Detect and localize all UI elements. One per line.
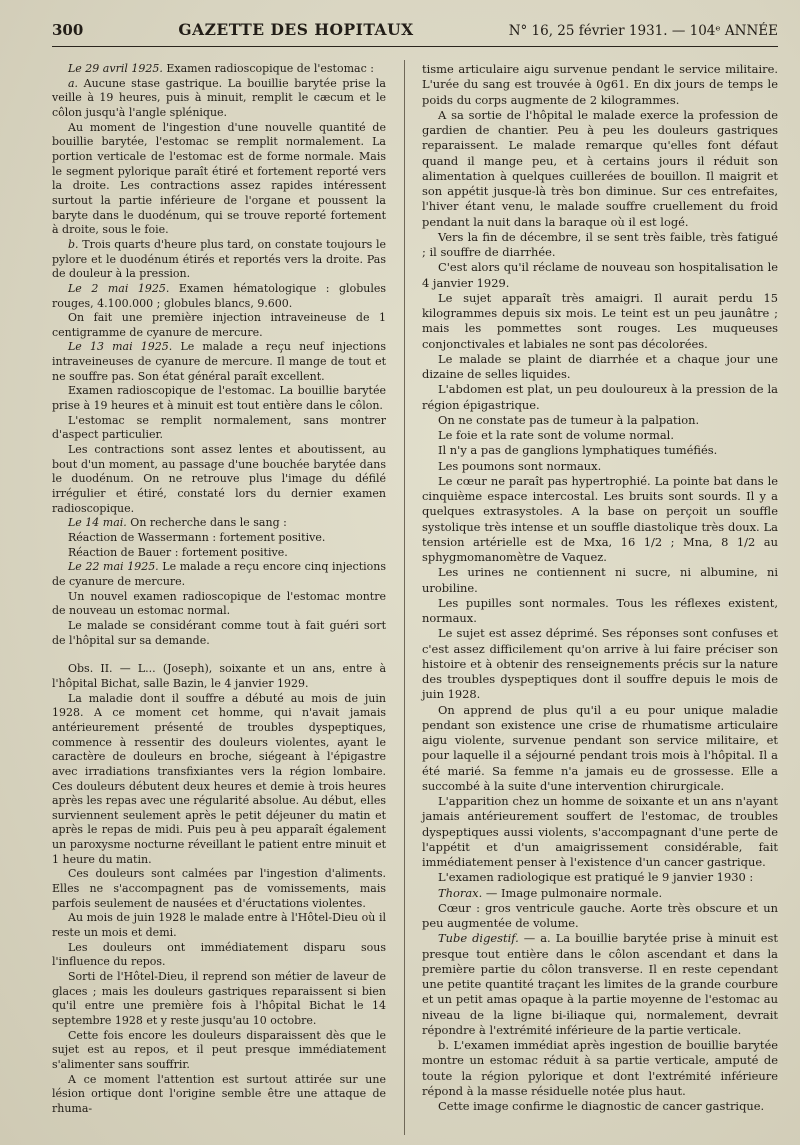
paragraph-text: Les contractions sont assez lentes et aboutissent, au bout d'un moment, au passage d'une bouchée barytée dans le duodénum. On ne retrouve plus l'image du défilé irrégulier et étiré, constaté lors du dernier examen radioscopique. [52,443,386,515]
paragraph-text: On ne constate pas de tumeur à la palpation. [438,412,700,427]
paragraph-text: Les urines ne contiennent ni sucre, ni albumine, ni urobiline. [422,565,778,595]
left-column [52,62,386,1117]
page-number: 300 [52,21,84,39]
paragraph [52,546,386,561]
paragraph [422,443,778,458]
paragraph [422,352,778,383]
paragraph [422,230,778,261]
paragraph-text: L'estomac se remplit normalement, sans montrer d'aspect particulier. [52,413,386,442]
paragraph-lead: Le 2 mai 1925. [68,281,170,295]
paragraph-text: On recherche dans le sang : [126,516,287,530]
paragraph-text: Examen hématologique : globules rouges, 4.100.000 ; globules blancs, 9.600. [52,281,386,310]
paragraph-text: Le cœur ne paraît pas hypertrophié. La pointe bat dans le cinquième espace intercostal. Les bruits sont sourds. Il y a quelques extrasystoles. A la base on perçoit un souffle systolique très intense et un souffle diastolique très doux. La tension artérielle est de Mxa, 16 1/2 ; Mna, 8 1/2 au sphygmomanomètre de Vaquez. [422,473,778,564]
paragraph-text: Sorti de l'Hôtel-Dieu, il reprend son métier de laveur de glaces ; mais les douleurs gastriques reparaissent si bien qu'il entre une première fois à l'hôpital Bichat le 14 septembre 1928 et y reste jusqu'au 10 octobre. [52,970,386,1027]
paragraph-text: — a. La bouillie barytée prise à minuit est presque tout entière dans le côlon ascendant et dans la première partie du côlon transverse. Il en reste cependant une petite quantité traçant les limites de la grande courbure et un petit amas opaque à la partie moyenne de l'estomac au niveau de la ligne bi-iliaque qui, normalement, devrait répondre à l'extrémité inférieure de la partie verticale. [422,931,778,1037]
paragraph-text: Obs. II. — L... (Joseph), soixante et un ans, entre à l'hôpital Bichat, salle Bazin, le 4 janvier 1929. [52,662,386,690]
paragraph-text: Les poumons sont normaux. [438,458,602,473]
paragraph-text: Cette fois encore les douleurs disparaissent dès que le sujet est au repos, et il peut presque immédiatement s'alimenter sans souffrir. [52,1028,386,1071]
paragraph [52,531,386,546]
paragraph [52,311,386,340]
paragraph-text: Aucune stase gastrique. La bouillie barytée prise la veille à 19 heures, puis à minuit, remplit le cæcum et le côlon jusqu'à l'angle splénique. [52,76,386,119]
paragraph [52,590,386,619]
paragraph [52,340,386,384]
paragraph [422,596,778,627]
paragraph-text: Vers la fin de décembre, il se sent très faible, très fatigué ; il souffre de diarrhée. [422,229,778,259]
paragraph-text: Réaction de Wassermann : fortement positive. [68,531,326,544]
paragraph-text: L'apparition chez un homme de soixante et un ans n'ayant jamais antérieurement souffert de l'estomac, de troubles dyspeptiques aussi violents, s'accompagnant d'une perte de l'appétit et d'un amaigrissement considérable, fait immédiatement penser à l'existence d'un cancer gastrique. [422,794,778,869]
paragraph [52,662,386,691]
paragraph-lead: Tube digestif. [438,931,519,946]
paragraph-text: Ces douleurs sont calmées par l'ingestion d'aliments. Elles ne s'accompagnent pas de vomissements, mais parfois seulement de nausées et d'éructations violentes. [52,867,386,910]
paragraph [422,260,778,291]
paragraph-text: Cœur : gros ventricule gauche. Aorte très obscure et un peu augmentée de volume. [422,900,778,930]
paragraph-lead: Le 14 mai. [68,516,127,530]
issue-info: N° 16, 25 février 1931. — 104ᵉ ANNÉE [508,23,778,39]
running-header [52,20,778,44]
paragraph-text: Le malade a reçu neuf injections intraveineuses de cyanure de mercure. Il mange de tout et ne souffre pas. Son état général paraît excellent. [52,340,386,383]
paragraph [422,382,778,413]
paragraph [52,1029,386,1073]
column-divider [404,60,405,1135]
paragraph [52,62,386,77]
paragraph [52,1073,386,1117]
paragraph [52,692,386,868]
paragraph-text: On fait une première injection intraveineuse de 1 centigramme de cyanure de mercure. [52,311,386,339]
paragraph-text: Cette image confirme le diagnostic de cancer gastrique. [438,1099,765,1113]
paragraph [52,619,386,648]
paragraph [422,565,778,596]
paragraph [52,516,386,531]
paragraph [422,459,778,474]
paragraph [52,414,386,443]
paragraph [52,238,386,282]
paragraph [422,794,778,870]
paragraph [422,1099,778,1114]
paragraph [422,870,778,885]
paragraph [52,970,386,1029]
paragraph [52,282,386,311]
paragraph [52,867,386,911]
paragraph [52,121,386,238]
paragraph-text: — Image pulmonaire normale. [482,885,663,900]
paragraph [52,941,386,970]
paragraph-text: Le malade se considérant comme tout à fait guéri sort de l'hôpital sur sa demande. [52,618,386,647]
paragraph-text: b. L'examen immédiat après ingestion de bouillie barytée montre un estomac réduit à sa partie verticale, amputé de toute la région pylorique et dont l'extrémité inférieure répond à la masse résiduelle notée plus haut. [422,1038,778,1098]
paragraph-text: Examen radioscopique de l'estomac. La bouillie barytée prise à 19 heures et à minuit est tout entière dans le côlon. [52,384,386,413]
paragraph-text: A ce moment l'attention est surtout attirée sur une lésion ortique dont l'origine semble être une attaque de rhuma- [52,1072,386,1115]
paragraph [422,626,778,702]
paragraph-text: Les pupilles sont normales. Tous les réflexes existent, normaux. [422,595,778,625]
paragraph-text: Il n'y a pas de ganglions lymphatiques tuméfiés. [438,443,718,458]
paragraph-text: Le sujet est assez déprimé. Ses réponses sont confuses et c'est assez difficilement qu'on arrive à lui faire préciser son histoire et à obtenir des renseignements précis sur la nature des troubles dyspeptiques dont il souffre depuis le mois de juin 1928. [422,626,778,702]
paragraph-text: Un nouvel examen radioscopique de l'estomac montre de nouveau un estomac normal. [52,589,386,618]
paragraph-text: La maladie dont il souffre a débuté au mois de juin 1928. A ce moment cet homme, qui n'avait jamais antérieurement présenté de troubles dyspeptiques, commence à ressentir des douleurs violentes, ayant le caractère de douleurs en broche, siégeant à l'épigastre avec irradiations transfixiantes vers la région lombaire. Ces douleurs débutent deux heures et demie à trois heures après les repas avec une régularité absolue. Au début, elles surviennent seulement après le petit déjeuner du matin et après le repas de midi. Puis peu à peu apparaît également un paroxysme nocturne réveillant le patient entre minuit et 1 heure du matin. [52,691,386,866]
paragraph [52,77,386,121]
paragraph [422,108,778,230]
paragraph-lead: Le 29 avril 1925. [68,62,163,75]
paragraph-text: On apprend de plus qu'il a eu pour unique maladie pendant son existence une crise de rhumatisme articulaire aigu violente, survenue pendant son service militaire, et pour laquelle il a séjourné pendant trois mois à l'hôpital. Il a été marié. Sa femme n'a jamais eu de grossesse. Elle a succombé à la suite d'une intervention chirurgicale. [422,702,778,793]
paragraph-text: A sa sortie de l'hôpital le malade exerce la profession de gardien de chantier. Peu à peu les douleurs gastriques reparaissent. Le malade remarque qu'elles font défaut quand il mange peu, et à certains jours il réduit son alimentation à quelques cuillerées de bouillon. Il maigrit et son appétit jusque-là très bon diminue. Sur ces entrefaites, l'hiver étant venu, le malade souffre cruellement du froid pendant la nuit dans la baraque où il est logé. [422,107,778,229]
paragraph [422,703,778,795]
paragraph [422,428,778,443]
paragraph-text: Au mois de juin 1928 le malade entre à l'Hôtel-Dieu où il reste un mois et demi. [52,911,386,940]
paragraph-text: Trois quarts d'heure plus tard, on constate toujours le pylore et le duodénum étirés et reportés vers la droite. Pas de douleur à la pression. [52,237,386,281]
paragraph-text: L'abdomen est plat, un peu douloureux à la pression de la région épigastrique. [422,382,778,412]
paragraph-lead: b. [68,237,79,251]
header-rule [52,46,778,47]
paragraph-text: Le malade se plaint de diarrhée et a chaque jour une dizaine de selles liquides. [422,351,778,381]
paragraph [422,886,778,901]
paragraph-text: Au moment de l'ingestion d'une nouvelle quantité de bouillie barytée, l'estomac se remplit normalement. La portion verticale de l'estomac est de forme normale. Mais le segment pylorique paraît étiré et fortement reporté vers la droite. Les contractions assez rapides intéressent surtout la partie inférieure de l'organe et poussent la baryte dans le duodénum, qui se trouve reporté fortement à droite, sous le foie. [52,120,386,237]
paragraph-text: tisme articulaire aigu survenue pendant le service militaire. L'urée du sang est trouvée à 0g61. En dix jours de temps le poids du corps augmente de 2 kilogrammes. [422,62,778,107]
paragraph [422,62,778,108]
paragraph [52,560,386,589]
paragraph-lead: Le 13 mai 1925. [68,340,173,354]
paragraph-text: C'est alors qu'il réclame de nouveau son hospitalisation le 4 janvier 1929. [422,260,778,290]
paragraph [422,413,778,428]
right-column [422,62,778,1114]
paragraph [422,474,778,566]
journal-title: GAZETTE DES HOPITAUX [178,20,414,39]
paragraph [52,911,386,940]
paragraph-text: Le foie et la rate sont de volume normal. [438,428,674,442]
paragraph-lead: Thorax. [438,885,483,900]
paragraph [422,291,778,352]
paragraph-lead: a. [68,76,79,90]
paragraph-text: Les douleurs ont immédiatement disparu sous l'influence du repos. [52,940,386,969]
paragraph [52,384,386,413]
paragraph-text: Examen radioscopique de l'estomac : [162,62,374,75]
paragraph [422,1038,778,1099]
paragraph-text: L'examen radiologique est pratiqué le 9 janvier 1930 : [438,870,754,885]
paragraph-text: Réaction de Bauer : fortement positive. [68,545,288,559]
paragraph-text: Le malade a reçu encore cinq injections de cyanure de mercure. [52,560,386,588]
paragraph-text: Le sujet apparaît très amaigri. Il aurait perdu 15 kilogrammes depuis six mois. Le teint est un peu jaunâtre ; mais les pommettes sont rouges. Les muqueuses conjonctivales et labiales ne sont pas décolorées. [422,290,778,351]
paragraph-lead: Le 22 mai 1925. [68,560,159,574]
paragraph [422,931,778,1038]
paragraph [422,901,778,932]
paragraph [52,443,386,516]
